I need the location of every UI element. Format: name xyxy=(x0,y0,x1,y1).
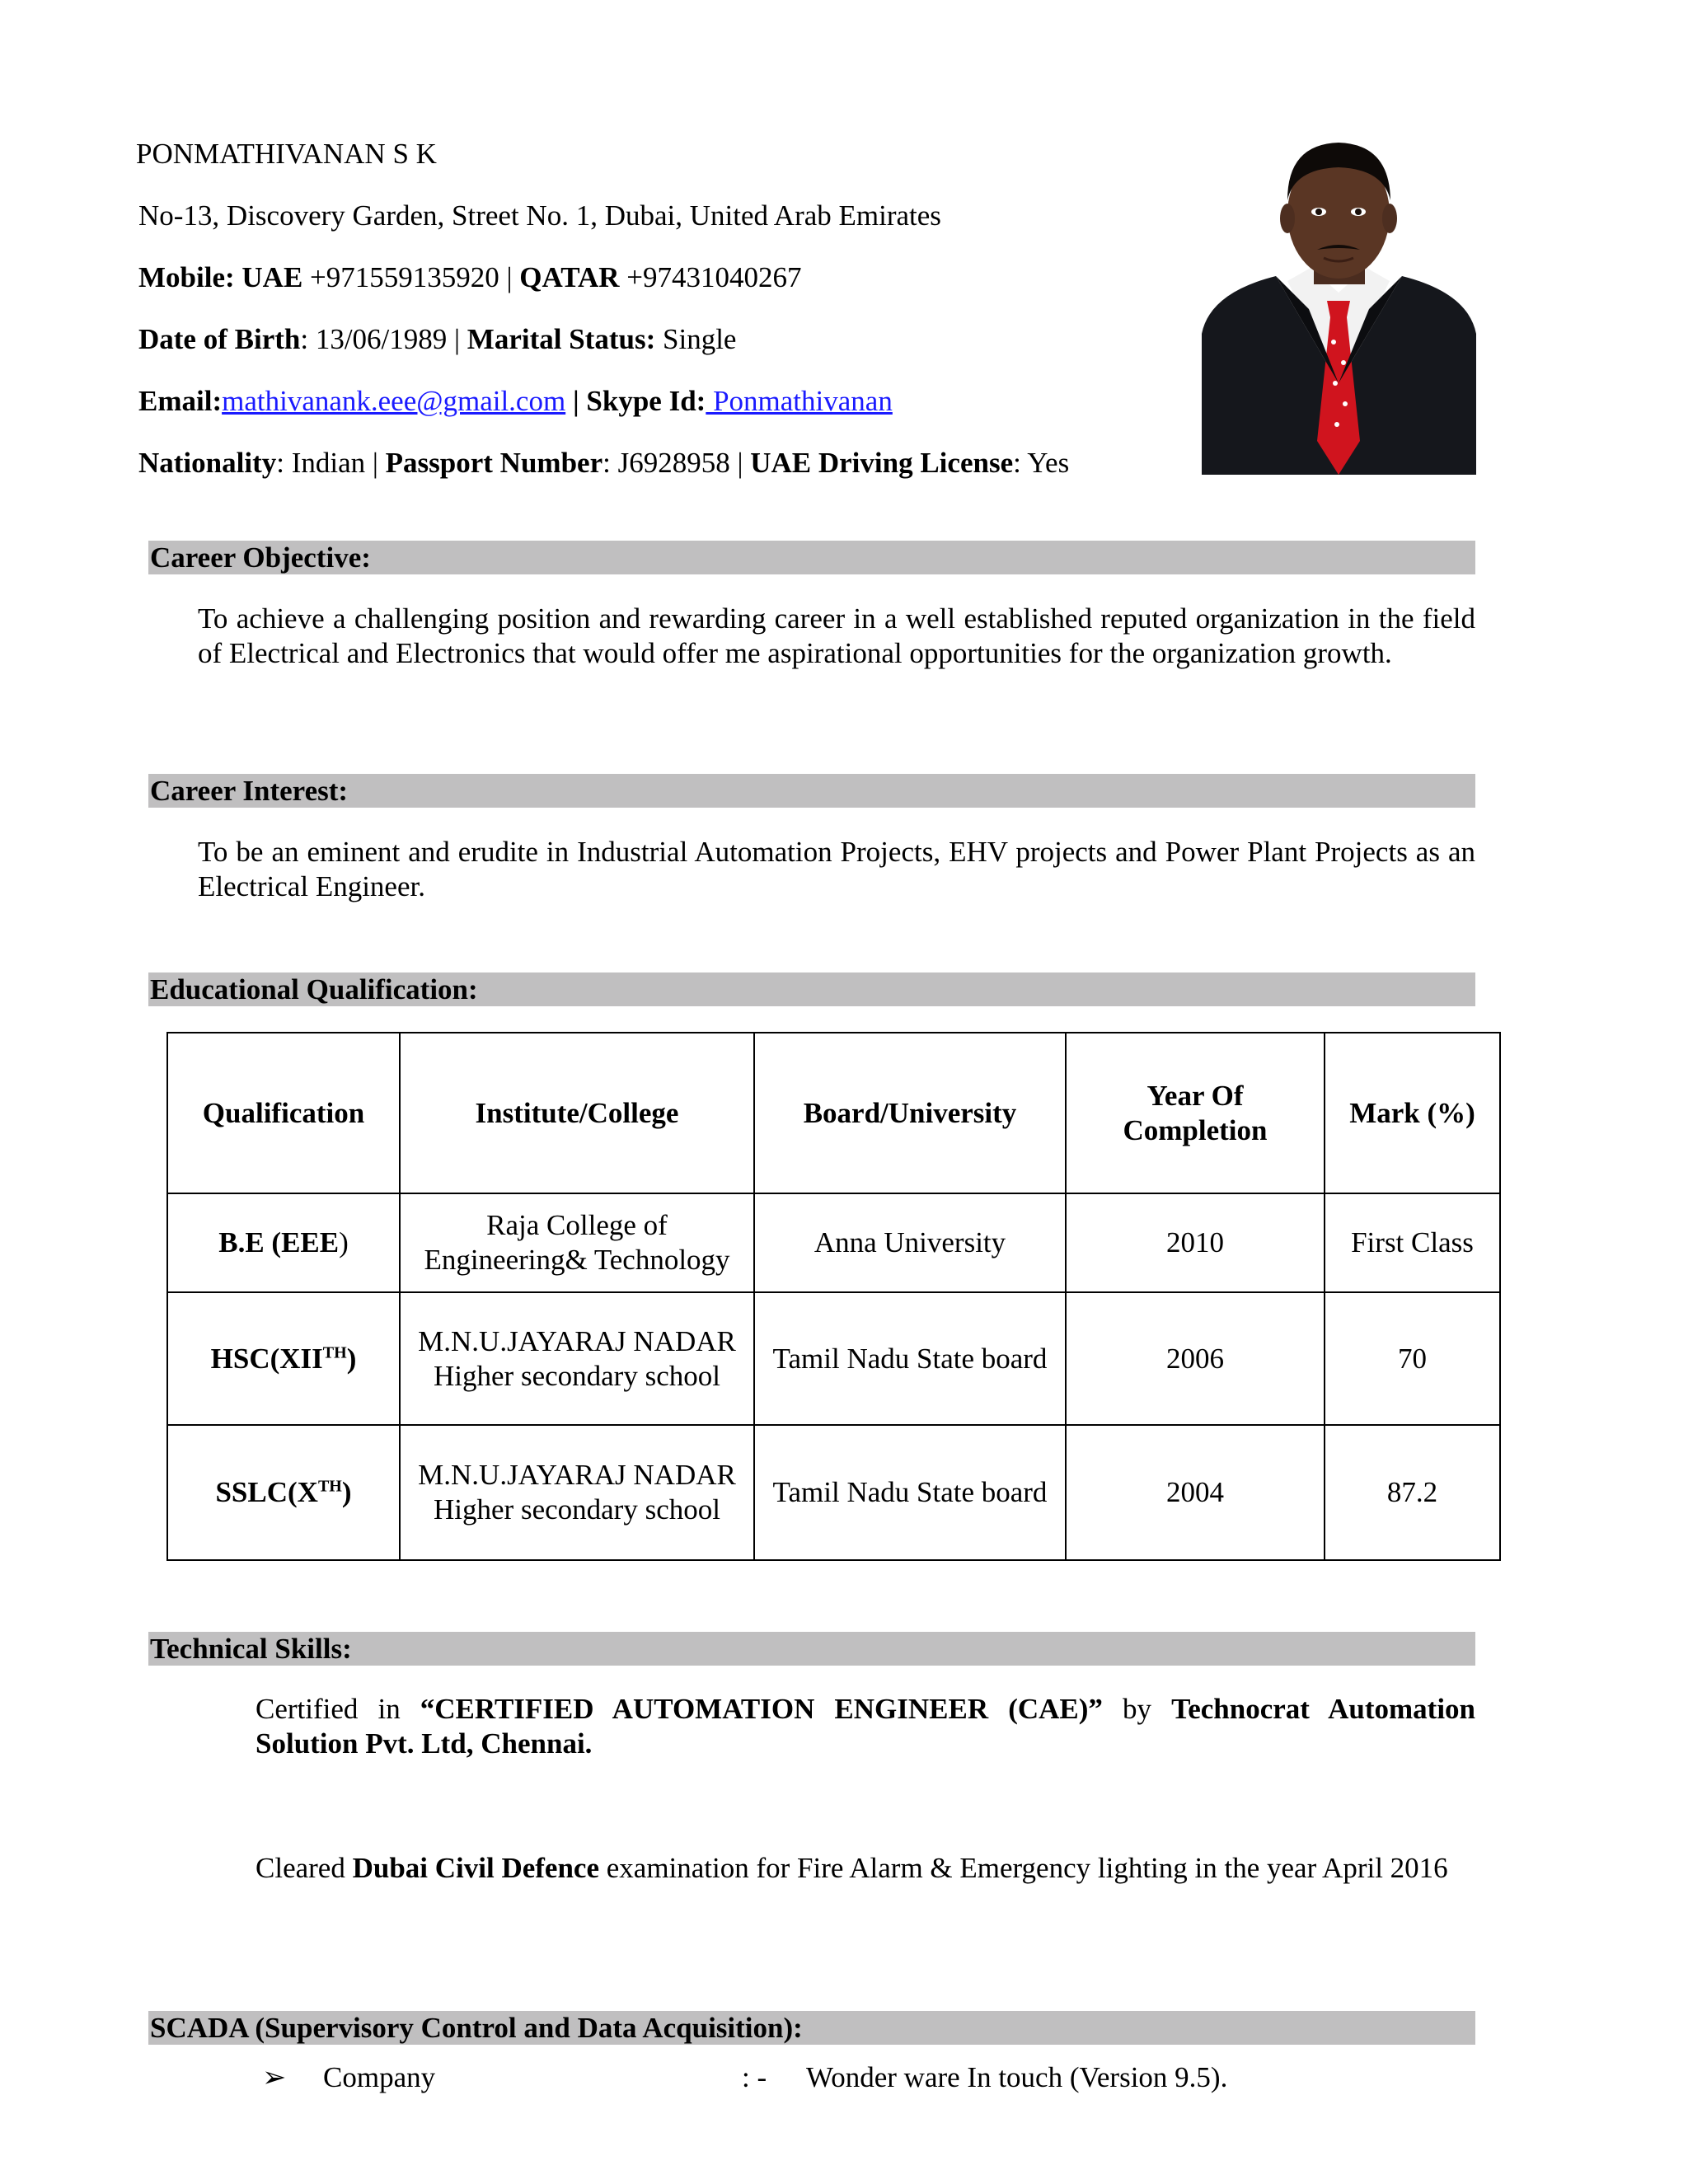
marital-label: Marital Status: xyxy=(467,323,656,355)
board-cell: Tamil Nadu State board xyxy=(754,1292,1066,1425)
certification-text: Certified in “CERTIFIED AUTOMATION ENGINEER (CAE)” by Technocrat Automation Solution Pvt. Ltd, Chennai. xyxy=(256,1693,1476,1760)
address: No-13, Discovery Garden, Street No. 1, Dubai, United Arab Emirates xyxy=(138,199,941,232)
qatar-number: +97431040267 xyxy=(619,261,802,293)
career-interest-heading: Career Interest: xyxy=(148,774,1475,808)
year-cell: 2006 xyxy=(1066,1292,1325,1425)
nationality-label: Nationality xyxy=(138,447,277,479)
bullet-arrow-icon: ➢ xyxy=(262,2061,287,2093)
scada-company-label: Company xyxy=(323,2061,436,2093)
board-cell: Tamil Nadu State board xyxy=(754,1425,1066,1560)
header-board: Board/University xyxy=(754,1033,1066,1193)
board-cell: Anna University xyxy=(754,1193,1066,1292)
contact-line xyxy=(138,384,893,419)
year-cell: 2004 xyxy=(1066,1425,1325,1560)
table-row xyxy=(167,1425,1500,1560)
qatar-label: QATAR xyxy=(519,261,620,293)
email-link[interactable]: mathivanank.eee@gmail.com xyxy=(222,385,566,417)
nationality-line xyxy=(138,446,1069,480)
table-row xyxy=(167,1193,1500,1292)
skype-label: | Skype Id: xyxy=(565,385,706,417)
uae-label: UAE xyxy=(241,261,303,293)
header-year: Year Of Completion xyxy=(1066,1033,1325,1193)
qualification-cell: SSLC(XTH) xyxy=(167,1425,400,1560)
career-interest-text: To be an eminent and erudite in Industrial Automation Projects, EHV projects and Power Plant Projects as an Electrical Engineer. xyxy=(198,836,1475,902)
civil-defence-text: Cleared Dubai Civil Defence examination for Fire Alarm & Emergency lighting in the year April 2016 xyxy=(256,1852,1448,1884)
education-heading: Educational Qualification: xyxy=(148,972,1475,1006)
scada-separator: : - xyxy=(742,2061,767,2093)
header-qualification: Qualification xyxy=(167,1033,400,1193)
mobile-line xyxy=(138,260,802,295)
mobile-label: Mobile: xyxy=(138,261,235,293)
institute-cell: M.N.U.JAYARAJ NADAR Higher secondary school xyxy=(400,1425,754,1560)
header-institute: Institute/College xyxy=(400,1033,754,1193)
technical-skills-heading: Technical Skills: xyxy=(148,1632,1475,1666)
uae-number: +971559135920 | xyxy=(302,261,520,293)
skype-link[interactable]: Ponmathivanan xyxy=(706,385,893,417)
institute-cell: M.N.U.JAYARAJ NADAR Higher secondary school xyxy=(400,1292,754,1425)
marital-value: Single xyxy=(655,323,737,355)
table-header-row xyxy=(167,1033,1500,1193)
career-objective-text: To achieve a challenging position and rewarding career in a well established reputed organization in the field of Electrical and Electronics that would offer me aspirational opportunities for the organization growth. xyxy=(198,602,1475,669)
qualification-cell: B.E (EEE) xyxy=(167,1193,400,1292)
passport-value: : J6928958 | xyxy=(603,447,751,479)
dob-label: Date of Birth xyxy=(138,323,301,355)
mark-cell: First Class xyxy=(1325,1193,1500,1292)
year-cell: 2010 xyxy=(1066,1193,1325,1292)
career-objective-heading: Career Objective: xyxy=(148,541,1475,574)
profile-photo xyxy=(1202,136,1476,475)
dob-line xyxy=(138,322,736,357)
institute-cell: Raja College of Engineering& Technology xyxy=(400,1193,754,1292)
mark-cell: 70 xyxy=(1325,1292,1500,1425)
dob-value: : 13/06/1989 | xyxy=(300,323,467,355)
mark-cell: 87.2 xyxy=(1325,1425,1500,1560)
table-row xyxy=(167,1292,1500,1425)
nationality-value: : Indian | xyxy=(276,447,386,479)
license-value: : Yes xyxy=(1013,447,1070,479)
qualification-cell: HSC(XIITH) xyxy=(167,1292,400,1425)
candidate-name: PONMATHIVANAN S K xyxy=(136,138,437,170)
license-label: UAE Driving License xyxy=(750,447,1014,479)
email-label: Email: xyxy=(138,385,223,417)
header-mark: Mark (%) xyxy=(1325,1033,1500,1193)
scada-heading: SCADA (Supervisory Control and Data Acquisition): xyxy=(148,2011,1475,2045)
passport-label: Passport Number xyxy=(385,447,603,479)
scada-company-value: Wonder ware In touch (Version 9.5). xyxy=(806,2061,1228,2093)
education-table xyxy=(166,1032,1501,1561)
